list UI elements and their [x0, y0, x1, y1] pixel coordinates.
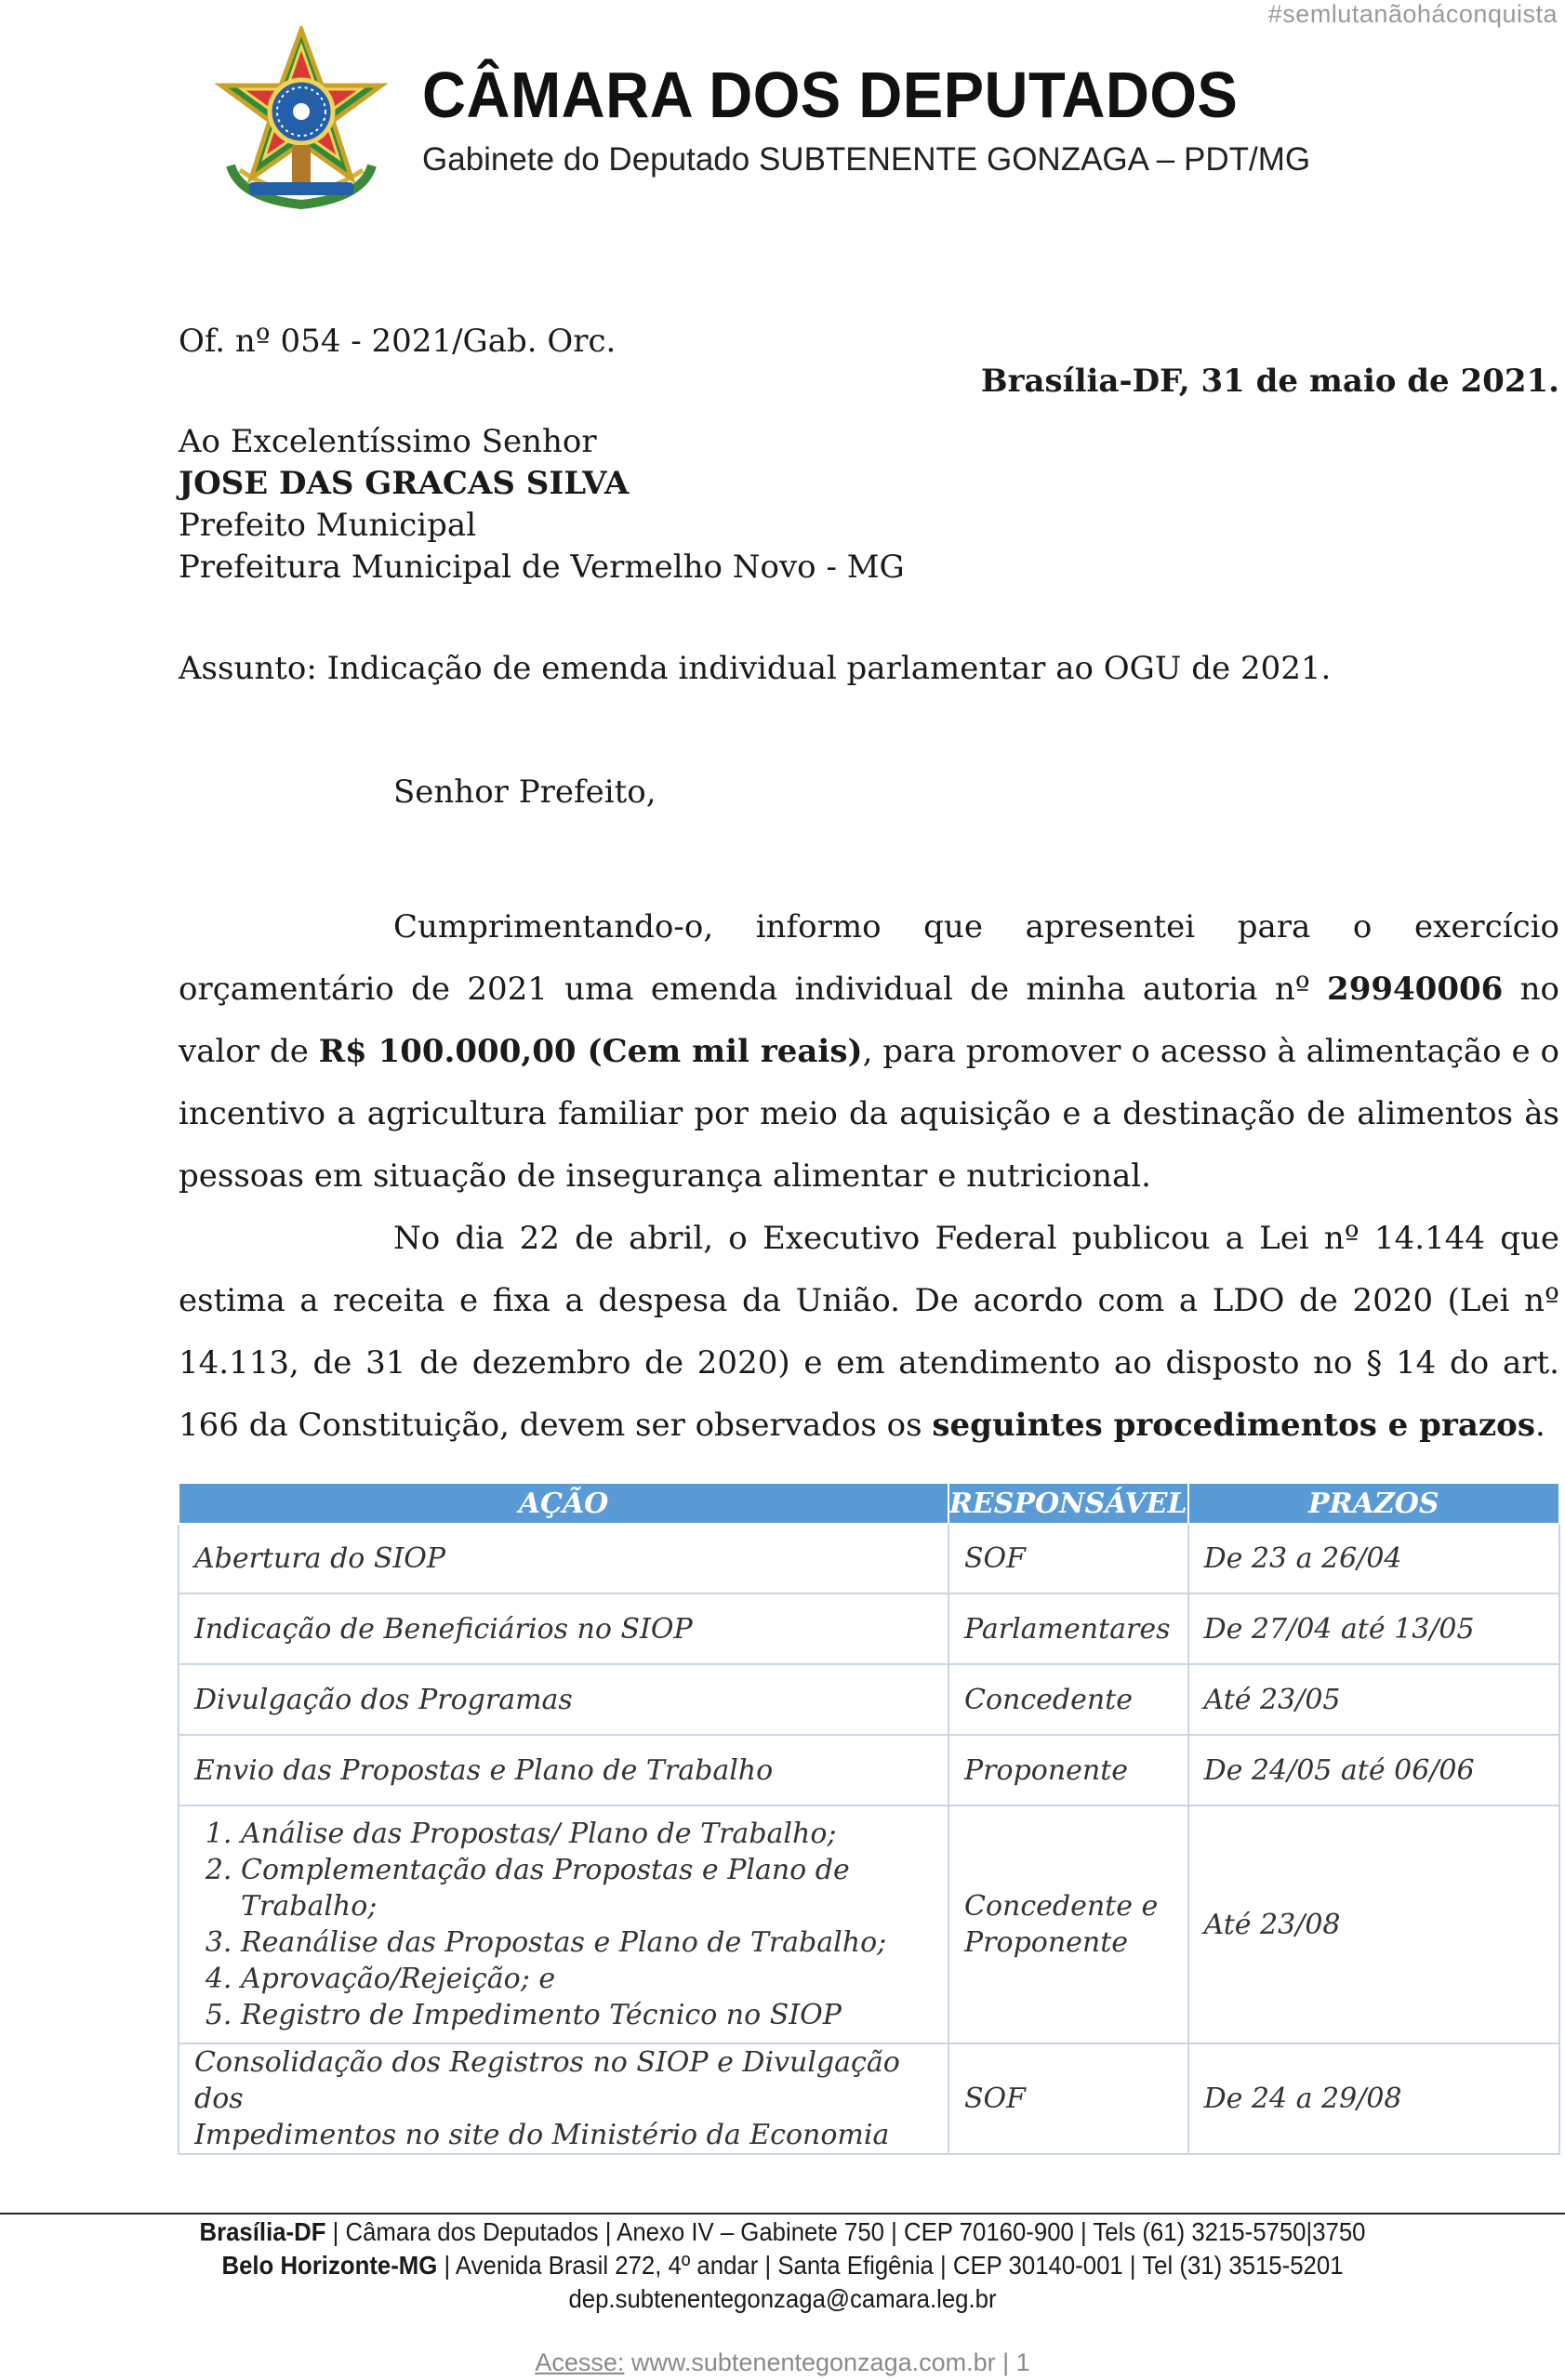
table-row: [179, 2043, 1559, 2154]
paragraph-text: Cumprimentando-o, informo que apresentei para o exercício orçamentário de 2021 uma emenda individual de minha autoria nº: [179, 908, 1559, 1008]
cell-responsavel: SOF: [948, 1524, 1188, 1593]
footer-city: Brasília-DF: [199, 2217, 326, 2246]
cell-prazo: De 24 a 29/08: [1188, 2043, 1559, 2154]
header-prazos: PRAZOS: [1188, 1484, 1559, 1524]
recipient-role: Prefeito Municipal: [179, 507, 477, 544]
letter-date: Brasília-DF, 31 de maio de 2021.: [980, 363, 1559, 400]
cell-acao: Indicação de Beneficiários no SIOP: [179, 1593, 948, 1664]
cell-acao: [179, 2043, 948, 2154]
website-url[interactable]: www.subtenentegonzaga.com.br | 1: [624, 2348, 1030, 2376]
table-row: [179, 1735, 1559, 1805]
cell-prazo: Até 23/08: [1188, 1805, 1559, 2043]
paragraph-amendment: [179, 896, 1559, 1208]
brasil-coat-of-arms-icon: [212, 26, 391, 212]
office-number: Of. nº 054 - 2021/Gab. Orc.: [179, 323, 617, 360]
cell-prazo: Até 23/05: [1188, 1664, 1559, 1735]
list-item: 4. Aprovação/Rejeição; e: [241, 1961, 933, 1997]
letter-subject: Assunto: Indicação de emenda individual parlamentar ao OGU de 2021.: [179, 650, 1332, 687]
list-item: 2. Complementação das Propostas e Plano de Trabalho;: [241, 1852, 933, 1924]
paragraph-text: No dia 22 de abril, o Executivo Federal publicou a Lei nº 14.144 que estima a receita e fixa a despesa da União. De acordo com a LDO de 2020 (Lei nº 14.113, de 31 de dezembro de 2020) e em atendimento ao disposto no § 14 do art. 166 da Constituição, devem ser observados os: [179, 1220, 1559, 1444]
paragraph-text: , para promover o acesso à alimentação e o incentivo a agricultura familiar por meio da aquisição e a destinação de alimentos às pessoas em situação de insegurança alimentar e nutricional.: [179, 1033, 1559, 1195]
letter-body: [179, 896, 1559, 1457]
hashtag-text: #semlutanãoháconquista: [1267, 0, 1558, 28]
cell-line: Concedente e: [964, 1890, 1159, 1923]
list-item: 3. Reanálise das Propostas e Plano de Trabalho;: [241, 1924, 933, 1961]
cell-acao: Envio das Propostas e Plano de Trabalho: [179, 1735, 948, 1805]
recipient-institution: Prefeitura Municipal de Vermelho Novo - MG: [179, 549, 905, 586]
organization-subtitle: Gabinete do Deputado SUBTENENTE GONZAGA – PDT/MG: [422, 141, 1311, 178]
footer-contact: [0, 2215, 1565, 2316]
recipient-block: [179, 421, 905, 588]
cell-prazo: De 23 a 26/04: [1188, 1524, 1559, 1593]
cell-line: Consolidação dos Registros no SIOP e Divulgação dos: [194, 2046, 900, 2115]
cell-line: Impedimentos no site do Ministério da Economia: [194, 2119, 890, 2151]
cell-acao: Divulgação dos Programas: [179, 1664, 948, 1735]
footer-website[interactable]: [0, 2348, 1565, 2377]
cell-responsavel: Proponente: [948, 1735, 1188, 1805]
footer-line-bh: [62, 2249, 1502, 2282]
table-row: [179, 1805, 1559, 2043]
paragraph-law: [179, 1208, 1559, 1457]
amendment-number: 29940006: [1327, 971, 1504, 1008]
footer-email[interactable]: dep.subtenentegonzaga@camara.leg.br: [568, 2284, 997, 2313]
paragraph-text: .: [1535, 1407, 1545, 1444]
header-responsavel: RESPONSÁVEL: [948, 1484, 1188, 1524]
salutation: Senhor Prefeito,: [393, 774, 657, 811]
cell-responsavel: Parlamentares: [948, 1593, 1188, 1664]
cell-prazo: De 24/05 até 06/06: [1188, 1735, 1559, 1805]
header-acao: AÇÃO: [179, 1484, 948, 1524]
table-row: [179, 1664, 1559, 1735]
cell-prazo: De 27/04 até 13/05: [1188, 1593, 1559, 1664]
recipient-name: JOSE DAS GRACAS SILVA: [179, 465, 630, 502]
table-row: [179, 1593, 1559, 1664]
procedures-emphasis: seguintes procedimentos e prazos: [932, 1407, 1535, 1444]
cell-acao: Abertura do SIOP: [179, 1524, 948, 1593]
footer-city: Belo Horizonte-MG: [221, 2251, 438, 2280]
footer-address: | Câmara dos Deputados | Anexo IV – Gabinete 750 | CEP 70160-900 | Tels (61) 3215-5750|3750: [325, 2217, 1366, 2246]
list-item: 5. Registro de Impedimento Técnico no SIOP: [241, 1997, 933, 2033]
footer-address: | Avenida Brasil 272, 4º andar | Santa Efigênia | CEP 30140-001 | Tel (31) 3515-5201: [437, 2251, 1344, 2280]
list-item: 1. Análise das Propostas/ Plano de Trabalho;: [241, 1816, 933, 1852]
footer-divider: [0, 2213, 1565, 2215]
cell-line: Proponente: [964, 1926, 1129, 1959]
cell-responsavel: [948, 1805, 1188, 2043]
table-header-row: [179, 1484, 1559, 1524]
organization-title: CÂMARA DOS DEPUTADOS: [422, 59, 1239, 131]
schedule-table: [178, 1484, 1560, 2155]
cell-responsavel: Concedente: [948, 1664, 1188, 1735]
footer-line-brasilia: [62, 2215, 1502, 2249]
analysis-steps-list: [194, 1816, 933, 2033]
cell-acao: [179, 1805, 948, 2043]
recipient-greeting: Ao Excelentíssimo Senhor: [179, 423, 597, 460]
table-row: [179, 1524, 1559, 1593]
amendment-amount: R$ 100.000,00 (Cem mil reais): [318, 1033, 863, 1070]
cell-responsavel: SOF: [948, 2043, 1188, 2154]
website-label: Acesse:: [535, 2348, 625, 2376]
paragraph-text: no valor de: [179, 971, 1559, 1070]
